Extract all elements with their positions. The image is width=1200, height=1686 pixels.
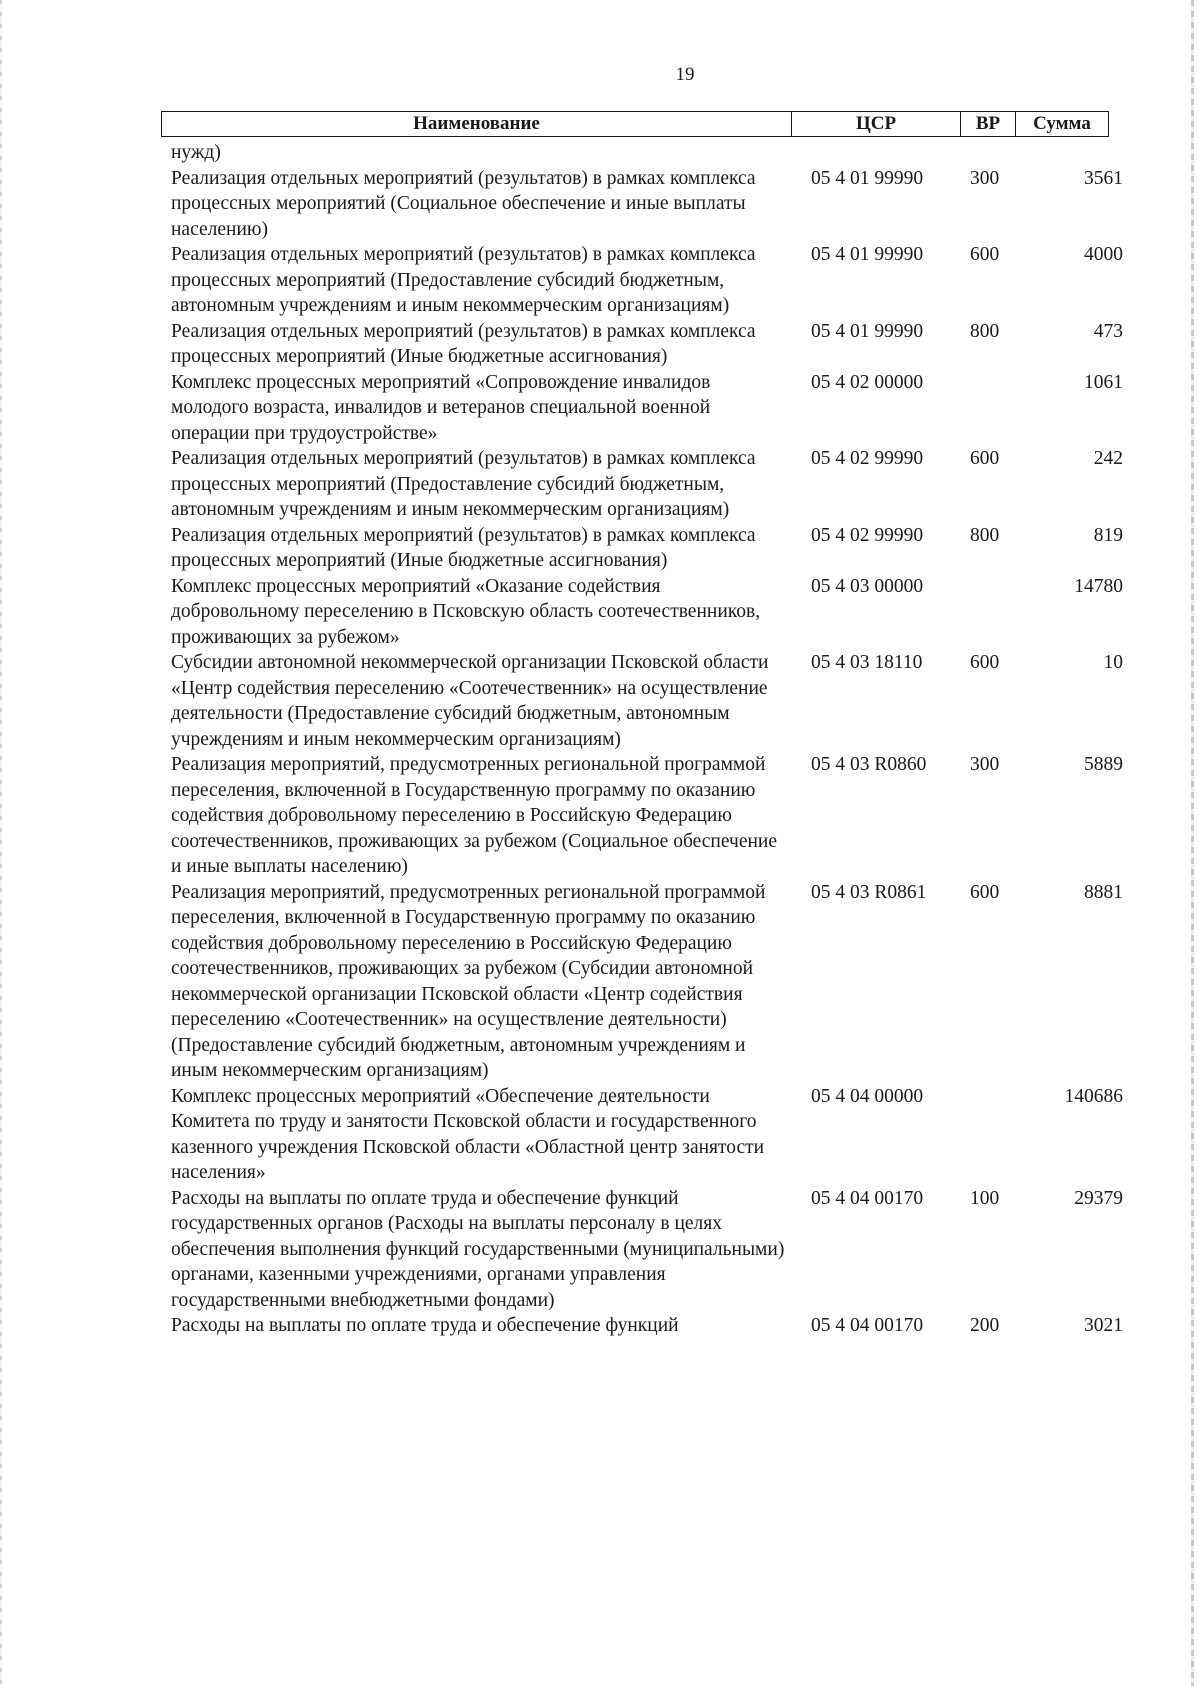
table-row [0, 370, 1200, 447]
table-row [0, 242, 1200, 319]
row-sum: 14780 [1074, 575, 1123, 597]
row-sum: 4000 [1084, 244, 1123, 265]
row-name: Реализация мероприятий, предусмотренных региональной программой переселения, включенной в Государственную программу по оказанию содействия добровольному переселению в Российскую Федерацию соотечественников, проживающих за рубежом (Социальное обеспечение и иные выплаты населению) [171, 754, 778, 877]
row-sum: 29379 [1074, 1187, 1123, 1209]
row-csr: 05 4 02 99990 [811, 448, 924, 469]
row-csr: 05 4 01 99990 [811, 244, 924, 265]
row-vr: 600 [970, 652, 1000, 673]
row-vr: 200 [970, 1315, 1000, 1336]
row-sum: 473 [1093, 320, 1123, 342]
header-sum: Сумма [1033, 113, 1091, 134]
table-row [0, 446, 1200, 523]
row-csr: 05 4 02 00000 [811, 371, 924, 393]
row-sum: 5889 [1084, 754, 1123, 775]
row-csr: 05 4 03 R0860 [811, 754, 927, 775]
row-name: нужд) [171, 142, 221, 163]
table-row [0, 523, 1200, 574]
page-number: 19 [675, 64, 695, 85]
row-sum: 242 [1093, 448, 1123, 469]
row-sum: 1061 [1084, 371, 1123, 393]
row-name: Реализация отдельных мероприятий (результатов) в рамках комплекса процессных мероприятий (Предоставление субсидий бюджетным, автономным учреждениям и иным некоммерческим организациям) [171, 244, 756, 316]
row-csr: 05 4 04 00170 [811, 1187, 924, 1209]
table-row [0, 140, 1200, 166]
row-name: Реализация отдельных мероприятий (результатов) в рамках комплекса процессных мероприятий (Иные бюджетные ассигнования) [171, 320, 756, 367]
row-name: Расходы на выплаты по оплате труда и обеспечение функций государственных органов (Расходы на выплаты персоналу в целях обеспечения выполнения функций государственными (муниципальными) органами, казенными учреждениями, органами управления государственными внебюджетными фондами) [171, 1187, 785, 1311]
table-row [0, 650, 1200, 752]
row-name: Реализация отдельных мероприятий (результатов) в рамках комплекса процессных мероприятий (Иные бюджетные ассигнования) [171, 524, 756, 571]
row-name: Субсидии автономной некоммерческой организации Псковской области «Центр содействия переселению «Соотечественник» на осуществление деятельности (Предоставление субсидий бюджетным, автономным учреждениям и иным некоммерческим организациям) [171, 652, 769, 750]
row-vr: 100 [970, 1187, 1000, 1209]
row-vr: 800 [970, 320, 1000, 342]
row-sum: 140686 [1064, 1085, 1123, 1107]
row-vr: 800 [970, 524, 1000, 546]
table-body [0, 140, 1200, 1339]
table-row [0, 166, 1200, 243]
row-csr: 05 4 04 00170 [811, 1315, 924, 1336]
row-vr: 300 [970, 754, 1000, 775]
row-name: Комплекс процессных мероприятий «Сопровождение инвалидов молодого возраста, инвалидов и ветеранов специальной военной операции при трудоустройстве» [171, 371, 711, 444]
table-row [0, 1313, 1200, 1339]
row-sum: 8881 [1084, 881, 1123, 903]
table-header [161, 111, 1109, 137]
row-vr: 600 [970, 244, 1000, 265]
row-name: Реализация мероприятий, предусмотренных региональной программой переселения, включенной в Государственную программу по оказанию содействия добровольному переселению в Российскую Федерацию соотечественников, проживающих за рубежом (Субсидии автономной некоммерческой организации Псковской области «Центр содействия переселению «Соотечественник» на осуществление деятельности) (Предоставление субсидий бюджетным, автономным учреждениям и иным некоммерческим организациям) [171, 881, 766, 1081]
table-row [0, 574, 1200, 651]
row-sum: 819 [1093, 524, 1123, 546]
row-csr: 05 4 01 99990 [811, 320, 924, 342]
row-csr: 05 4 04 00000 [811, 1085, 924, 1107]
row-vr: 600 [970, 881, 1000, 903]
table-row [0, 319, 1200, 370]
row-name: Комплекс процессных мероприятий «Обеспечение деятельности Комитета по труду и занятости Псковской области и государственного казенного учреждения Псковской области «Областной центр занятости населения» [171, 1085, 765, 1183]
header-vr: ВР [961, 112, 1016, 136]
header-csr: ЦСР [792, 112, 961, 136]
row-csr: 05 4 03 18110 [811, 652, 923, 673]
row-vr: 600 [970, 448, 1000, 469]
row-sum: 10 [1103, 652, 1123, 673]
row-name: Реализация отдельных мероприятий (результатов) в рамках комплекса процессных мероприятий (Предоставление субсидий бюджетным, автономным учреждениям и иным некоммерческим организациям) [171, 448, 756, 520]
row-csr: 05 4 01 99990 [811, 167, 924, 189]
table-row [0, 1084, 1200, 1186]
row-sum: 3561 [1084, 167, 1123, 189]
row-vr: 300 [970, 167, 1000, 189]
row-csr: 05 4 02 99990 [811, 524, 924, 546]
row-name: Расходы на выплаты по оплате труда и обеспечение функций [171, 1315, 679, 1336]
row-csr: 05 4 03 00000 [811, 575, 924, 597]
row-name: Реализация отдельных мероприятий (результатов) в рамках комплекса процессных мероприятий (Социальное обеспечение и иные выплаты населению) [171, 167, 756, 240]
row-sum: 3021 [1084, 1315, 1123, 1336]
table-row [0, 1186, 1200, 1314]
table-row [0, 752, 1200, 880]
header-name: Наименование [162, 112, 792, 136]
table-row [0, 880, 1200, 1084]
row-csr: 05 4 03 R0861 [811, 881, 927, 903]
row-name: Комплекс процессных мероприятий «Оказание содействия добровольному переселению в Псковскую область соотечественников, проживающих за рубежом» [171, 575, 761, 648]
